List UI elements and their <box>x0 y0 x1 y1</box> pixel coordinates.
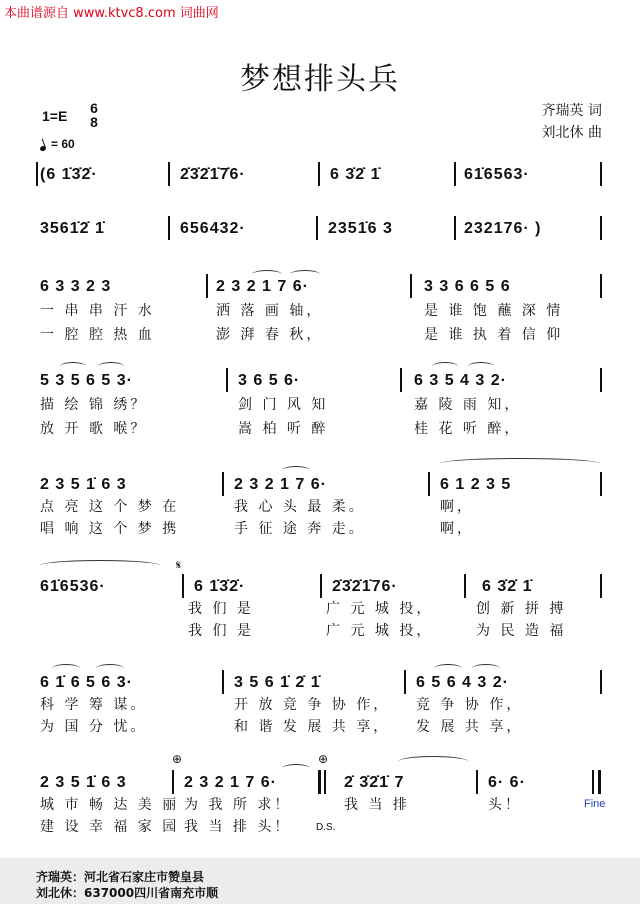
slur <box>282 764 310 773</box>
segno-icon: 𝄋 <box>176 558 182 572</box>
measure: 2̇ 3̇2̇1̇ 7 <box>344 774 405 791</box>
lyrics-verse-2: 我 们 是 广 元 城 投， 为 民 造 福 <box>188 623 567 639</box>
staff-1 <box>0 160 640 190</box>
lyrics-verse-1: 我 们 是 广 元 城 投， 创 新 拼 搏 <box>188 601 567 617</box>
measure: 656432· <box>180 220 246 237</box>
slur <box>434 664 462 673</box>
measure: 2̇3̇2̇1̇76· <box>332 578 398 595</box>
tempo-value: = 60 <box>51 137 75 151</box>
measure: 2 3 2 1 7 6· <box>216 278 309 295</box>
slur <box>290 270 320 279</box>
measure: 2̇3̇2̇1̇7̇6· <box>180 166 246 183</box>
footer-contact <box>0 858 640 904</box>
measure: 6 3 3 2 3 <box>40 278 112 295</box>
footer-line: 齐瑞英：河北省石家庄市赞皇县 <box>36 870 205 884</box>
slur <box>60 362 86 371</box>
staff-4 <box>0 366 640 396</box>
measure: 3561̇2̇ 1̇ <box>40 220 105 237</box>
measure: 2 3 2 1 7 6· <box>184 774 277 791</box>
lyrics-verse-2: 建 设 幸 福 家 园 我 当 排 头！ <box>40 819 292 835</box>
measure: 2 3 5 1̇ 6 3 <box>40 774 127 791</box>
time-signature <box>86 101 102 129</box>
coda-icon: ⊕ <box>318 752 329 766</box>
tie <box>40 560 160 571</box>
slur <box>472 664 500 673</box>
lyrics-verse-2: 为 国 分 忧。 和 谐 发 展 共 享， 发 展 共 享， <box>40 719 524 735</box>
watermark: 本曲谱源自 www.ktvc8.com 词曲网 <box>4 6 219 21</box>
fine-mark: Fine <box>584 798 606 810</box>
tie <box>440 458 600 469</box>
measure: 2351̇6 3 <box>328 220 393 237</box>
ds-mark: D.S. <box>316 822 336 833</box>
measure: 6 1̇3̇2̇· <box>194 578 246 595</box>
lyrics-verse-2: 唱 响 这 个 梦 携 手 征 途 奔 走。 啊， <box>40 521 474 537</box>
slur <box>468 362 494 371</box>
measure: 6· 6· <box>488 774 526 791</box>
slur <box>96 664 124 673</box>
credits <box>542 100 602 144</box>
slur <box>98 362 124 371</box>
measure: 6 3 5 4 3 2· <box>414 372 507 389</box>
coda-icon: ⊕ <box>172 752 183 766</box>
slur <box>432 362 458 371</box>
slur <box>252 270 282 279</box>
measure: 6 1̇ 6 5 6 3· <box>40 674 133 691</box>
measure: 5 3 5 6 5 3· <box>40 372 133 389</box>
staff-3 <box>0 272 640 302</box>
lyrics-verse-1: 描 绘 锦 绣？ 剑 门 风 知 嘉 陵 雨 知， <box>40 397 522 413</box>
measure: 232176· ) <box>464 220 542 237</box>
slur <box>282 466 310 475</box>
lyricist-credit: 齐瑞英 词 <box>541 103 602 119</box>
lyrics-verse-1: 点 亮 这 个 梦 在 我 心 头 最 柔。 啊， <box>40 499 474 515</box>
measure: 6 3̇2̇ 1̇ <box>330 166 381 183</box>
lyrics-verse-2: 一 腔 腔 热 血 澎 湃 春 秋， 是 谁 执 着 信 仰 <box>40 327 564 343</box>
measure: 3 3 6 6 5 6 <box>424 278 511 295</box>
slur <box>52 664 80 673</box>
measure: (6 1̇3̇2̇· <box>40 166 98 183</box>
staff-2 <box>0 214 640 244</box>
lyrics-verse-1: 城 市 畅 达 美 丽 为 我 所 求！ 我 当 排 头！ <box>40 797 522 813</box>
measure: 2 3 5 1̇ 6 3 <box>40 476 127 493</box>
measure: 3 6 5 6· <box>238 372 301 389</box>
time-signature-top: 6 <box>90 100 98 116</box>
quarter-note-icon <box>39 145 46 152</box>
measure: 61̇6536· <box>40 578 106 595</box>
measure: 2 3 2 1 7 6· <box>234 476 327 493</box>
lyrics-verse-2: 放 开 歌 喉？ 嵩 柏 听 醉 桂 花 听 醉， <box>40 421 522 437</box>
song-title: 梦想排头兵 <box>240 62 400 97</box>
footer-line: 刘北休：637000四川省南充市顺 <box>36 886 219 900</box>
measure: 6 1 2 3 5 <box>440 476 512 493</box>
composer-credit: 刘北休 曲 <box>541 125 602 141</box>
measure: 3 5 6 1̇ 2̇ 1̇ <box>234 674 321 691</box>
time-signature-bottom: 8 <box>90 114 98 130</box>
measure: 61̇6563· <box>464 166 530 183</box>
lyrics-verse-1: 科 学 筹 谋。 开 放 竞 争 协 作， 竞 争 协 作， <box>40 697 524 713</box>
lyrics-verse-1: 一 串 串 汗 水 洒 落 画 轴， 是 谁 饱 蘸 深 情 <box>40 303 564 319</box>
tempo-mark <box>40 137 75 151</box>
tie <box>398 756 468 767</box>
key-signature: 1=E <box>42 108 68 124</box>
measure: 6 3̇2̇ 1̇ <box>482 578 533 595</box>
measure: 6 5 6 4 3 2· <box>416 674 509 691</box>
